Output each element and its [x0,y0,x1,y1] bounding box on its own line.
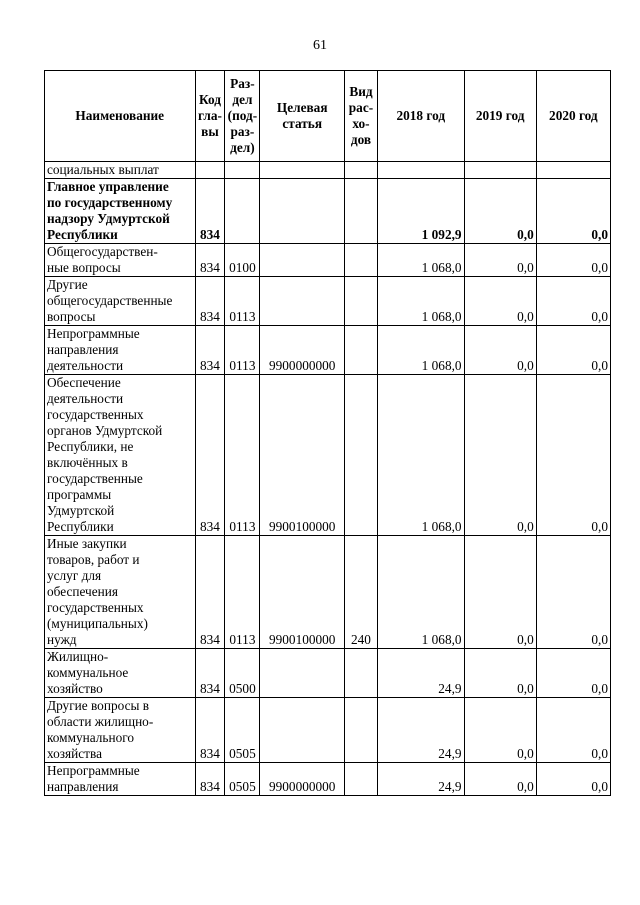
table-row [45,536,611,649]
cell-2020: 0,0 [536,698,610,763]
cell-code [195,162,225,179]
cell-2020: 0,0 [536,179,610,244]
cell-2020: 0,0 [536,649,610,698]
cell-type [344,277,377,326]
cell-2020 [536,162,610,179]
cell-section: 0113 [225,277,260,326]
table-row [45,162,611,179]
header-2020: 2020 год [536,71,610,162]
header-name: Наименование [45,71,196,162]
cell-type [344,162,377,179]
cell-type: 240 [344,536,377,649]
cell-2019: 0,0 [464,763,536,796]
cell-2018: 1 068,0 [377,277,464,326]
cell-name: Другие вопросы в области жилищно- коммунального хозяйства [45,698,196,763]
cell-2018: 1 068,0 [377,244,464,277]
table-row [45,375,611,536]
cell-2019: 0,0 [464,179,536,244]
cell-section: 0113 [225,536,260,649]
cell-type [344,375,377,536]
cell-section [225,179,260,244]
cell-2018: 1 092,9 [377,179,464,244]
cell-code: 834 [195,763,225,796]
cell-type [344,649,377,698]
cell-type [344,698,377,763]
cell-target: 9900000000 [260,326,345,375]
cell-section: 0505 [225,763,260,796]
cell-section [225,162,260,179]
cell-2019: 0,0 [464,277,536,326]
cell-target [260,244,345,277]
cell-2018: 24,9 [377,698,464,763]
cell-name: Непрограммные направления деятельности [45,326,196,375]
table-row [45,763,611,796]
cell-target: 9900100000 [260,375,345,536]
table-row [45,649,611,698]
cell-type [344,326,377,375]
header-code: Код гла- вы [195,71,225,162]
cell-section: 0113 [225,375,260,536]
cell-2019: 0,0 [464,326,536,375]
cell-2020: 0,0 [536,277,610,326]
cell-type [344,763,377,796]
cell-2020: 0,0 [536,375,610,536]
cell-2020: 0,0 [536,326,610,375]
cell-section: 0505 [225,698,260,763]
cell-name: Главное управление по государственному надзору Удмуртской Республики [45,179,196,244]
cell-name: Другие общегосударственные вопросы [45,277,196,326]
cell-name: Иные закупки товаров, работ и услуг для обеспечения государственных (муниципальных) нужд [45,536,196,649]
table-row [45,277,611,326]
cell-target [260,162,345,179]
cell-target [260,698,345,763]
cell-target [260,277,345,326]
cell-code: 834 [195,375,225,536]
cell-code: 834 [195,326,225,375]
header-section: Раз- дел (под- раз- дел) [225,71,260,162]
budget-table [44,70,611,796]
cell-name: Непрограммные направления [45,763,196,796]
table-row [45,698,611,763]
cell-2018 [377,162,464,179]
cell-2019: 0,0 [464,244,536,277]
cell-2018: 1 068,0 [377,536,464,649]
cell-code: 834 [195,536,225,649]
cell-2018: 1 068,0 [377,326,464,375]
cell-code: 834 [195,698,225,763]
cell-code: 834 [195,277,225,326]
cell-name: Жилищно- коммунальное хозяйство [45,649,196,698]
table-row [45,244,611,277]
cell-2019: 0,0 [464,649,536,698]
cell-2019: 0,0 [464,375,536,536]
cell-code: 834 [195,179,225,244]
cell-2020: 0,0 [536,763,610,796]
cell-2020: 0,0 [536,244,610,277]
cell-target: 9900100000 [260,536,345,649]
cell-target [260,179,345,244]
cell-2019: 0,0 [464,536,536,649]
table-row [45,179,611,244]
cell-name: Обеспечение деятельности государственных органов Удмуртской Республики, не включённых в государственные программы Удмуртской Республики [45,375,196,536]
header-2019: 2019 год [464,71,536,162]
cell-name: социальных выплат [45,162,196,179]
cell-code: 834 [195,244,225,277]
cell-target: 9900000000 [260,763,345,796]
page-number: 61 [313,38,327,53]
cell-type [344,244,377,277]
cell-target [260,649,345,698]
cell-code: 834 [195,649,225,698]
cell-section: 0500 [225,649,260,698]
table-body [45,162,611,796]
cell-section: 0100 [225,244,260,277]
header-target: Целевая статья [260,71,345,162]
header-type: Вид рас- хо- дов [344,71,377,162]
cell-2019: 0,0 [464,698,536,763]
cell-2018: 24,9 [377,649,464,698]
cell-2018: 24,9 [377,763,464,796]
table-header-row [45,71,611,162]
cell-2018: 1 068,0 [377,375,464,536]
cell-name: Общегосударствен- ные вопросы [45,244,196,277]
cell-2019 [464,162,536,179]
table-row [45,326,611,375]
cell-2020: 0,0 [536,536,610,649]
cell-section: 0113 [225,326,260,375]
cell-type [344,179,377,244]
header-2018: 2018 год [377,71,464,162]
